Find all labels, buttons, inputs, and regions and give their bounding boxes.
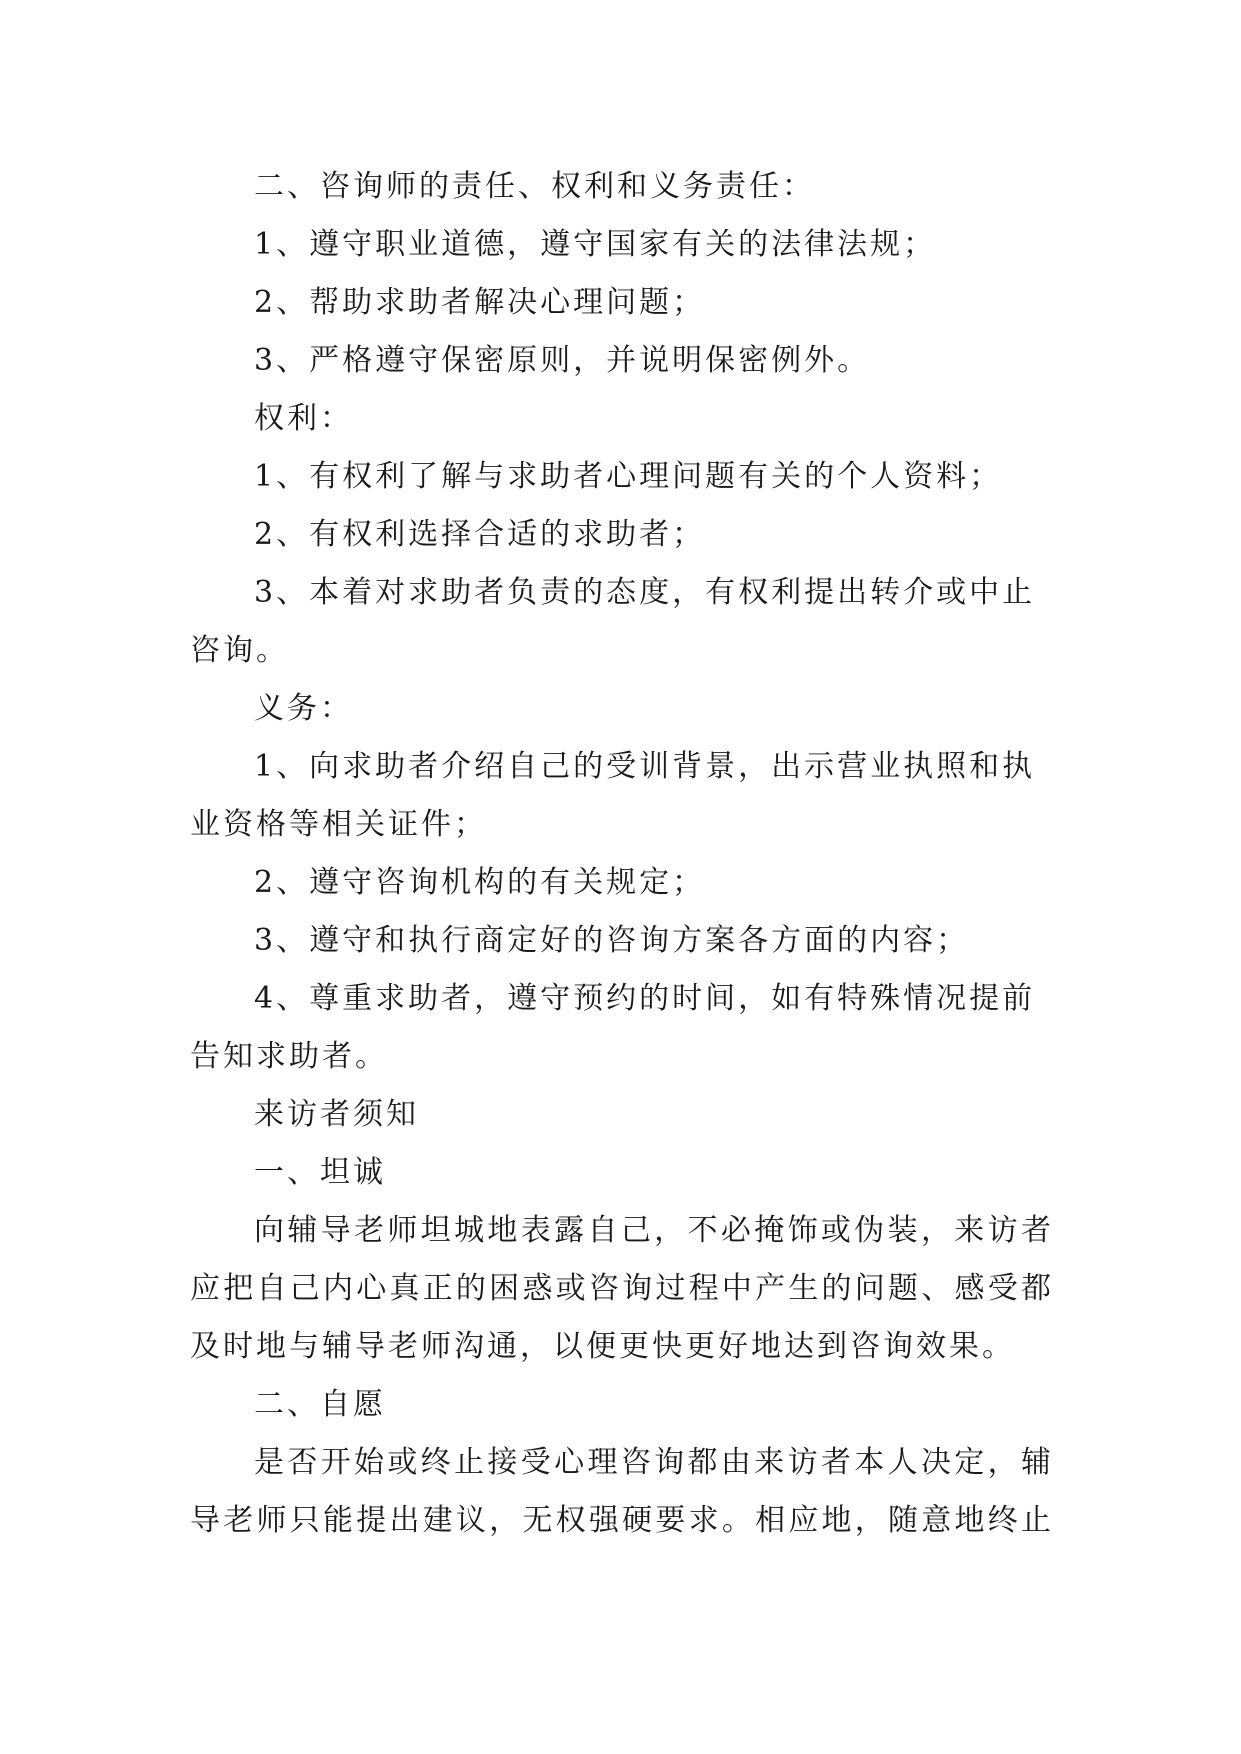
paragraph-line: 2、有权利选择合适的求助者； [254,517,706,552]
section-heading-visitor-notice: 来访者须知 [254,1097,419,1132]
subheading-honesty: 一、坦诚 [254,1155,386,1190]
paragraph-line: 及时地与辅导老师沟通，以便更快更好地达到咨询效果。 [190,1329,1015,1364]
paragraph-line: 导老师只能提出建议，无权强硬要求。相应地，随意地终止 [190,1503,1051,1538]
paragraph-line: 是否开始或终止接受心理咨询都由来访者本人决定，辅 [254,1445,1051,1480]
paragraph-line: 告知求助者。 [190,1039,388,1074]
paragraph-line: 咨询。 [190,633,289,668]
paragraph-line: 2、遵守咨询机构的有关规定； [254,865,706,900]
paragraph-line: 1、向求助者介绍自己的受训背景，出示营业执照和执 [254,749,1036,784]
section-heading-counselor-duties: 二、咨询师的责任、权利和义务责任： [254,169,815,204]
paragraph-line: 应把自己内心真正的困惑或咨询过程中产生的问题、感受都 [190,1271,1051,1306]
subheading-voluntary: 二、自愿 [254,1387,386,1422]
paragraph-line: 3、遵守和执行商定好的咨询方案各方面的内容； [254,923,970,958]
subheading-rights: 权利： [254,401,353,436]
subheading-obligations: 义务： [254,691,353,726]
paragraph-line: 3、严格遵守保密原则，并说明保密例外。 [254,343,871,378]
document-body [190,158,1051,1550]
paragraph-line: 1、遵守职业道德，遵守国家有关的法律法规； [254,227,937,262]
paragraph-line: 3、本着对求助者负责的态度，有权利提出转介或中止 [254,575,1036,610]
paragraph-line: 业资格等相关证件； [190,807,487,842]
paragraph-line: 2、帮助求助者解决心理问题； [254,285,706,320]
paragraph-line: 向辅导老师坦城地表露自己，不必掩饰或伪装，来访者 [254,1213,1051,1248]
paragraph-line: 1、有权利了解与求助者心理问题有关的个人资料； [254,459,1003,494]
paragraph-line: 4、尊重求助者，遵守预约的时间，如有特殊情况提前 [254,981,1036,1016]
